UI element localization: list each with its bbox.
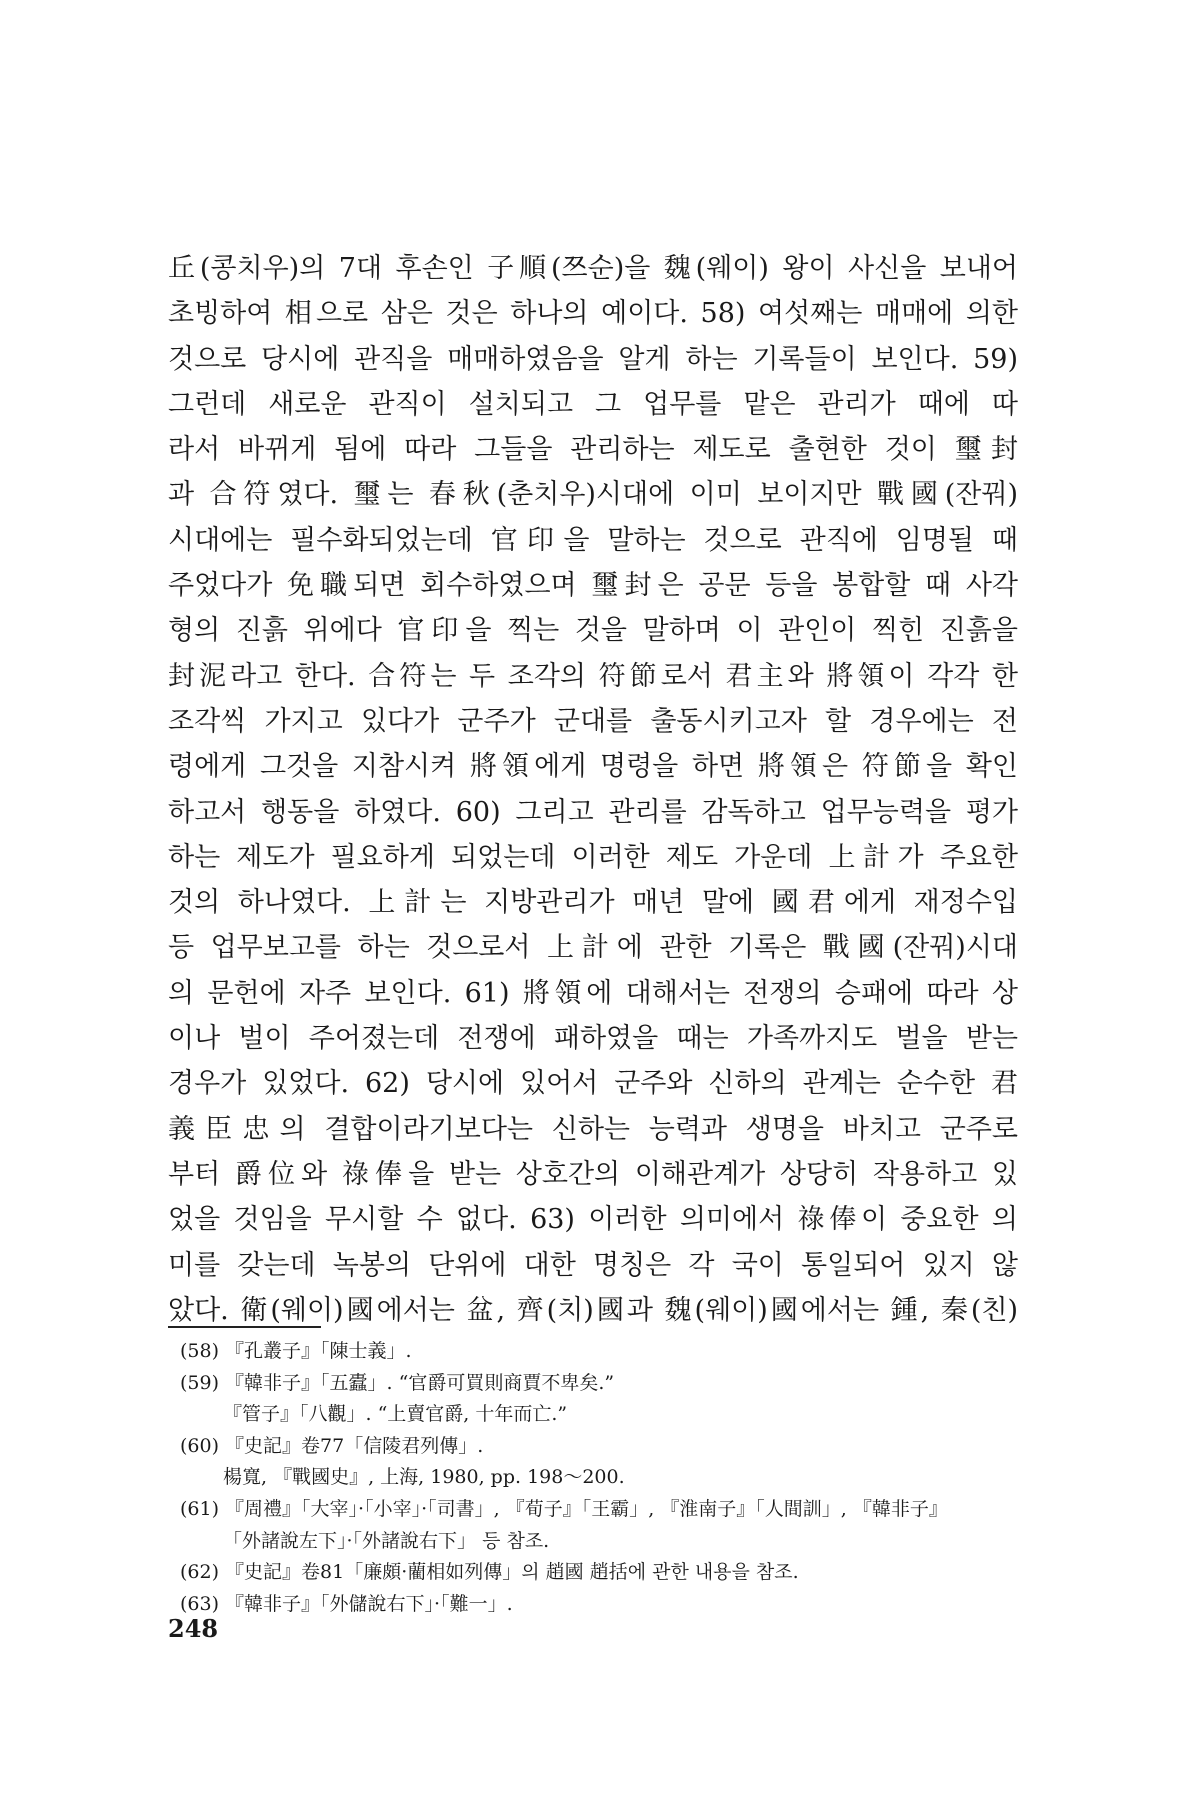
body-line: 의 문헌에 자주 보인다. 61) 將領에 대해서는 전쟁의 승패에 따라 상 — [168, 977, 1018, 1009]
footnote-59: (59) 『韓非子』「五蠹」. “官爵可買則商賈不卑矣.” — [180, 1371, 615, 1394]
body-line: 라서 바뀌게 됨에 따라 그들을 관리하는 제도로 출현한 것이 璽封 — [168, 434, 1018, 466]
body-line: 형의 진흙 위에다 官印을 찍는 것을 말하며 이 관인이 찍힌 진흙을 — [168, 615, 1018, 647]
footnote-58: (58) 『孔叢子』「陳士義」. — [180, 1340, 412, 1362]
footnote-60: (60) 『史記』卷77「信陵君列傳」. — [180, 1434, 484, 1457]
footnote-61: (61) 『周禮』「大宰」·「小宰」·「司書」, 『荀子』「王霸」, 『淮南子』「人間訓」, 『韓非子』 — [180, 1497, 948, 1520]
body-line: 조각씩 가지고 있다가 군주가 군대를 출동시키고자 할 경우에는 전 — [168, 705, 1018, 737]
page-number: 248 — [168, 1614, 219, 1643]
body-line: 封泥라고 한다. 合符는 두 조각의 符節로서 君主와 將領이 각각 한 — [168, 660, 1018, 692]
body-line: 었을 것임을 무시할 수 없다. 63) 이러한 의미에서 祿俸이 중요한 의 — [168, 1204, 1018, 1236]
footnote-59-continued: 『管子』「八觀」. “上賣官爵, 十年而亡.” — [223, 1403, 568, 1426]
body-line: 것의 하나였다. 上計는 지방관리가 매년 말에 國君에게 재정수입 — [168, 887, 1018, 919]
footnote-63: (63) 『韓非子』「外儲說右下」·「難一」. — [180, 1592, 513, 1615]
body-line: 그런데 새로운 관직이 설치되고 그 업무를 맡은 관리가 때에 따 — [168, 388, 1018, 420]
body-line: 주었다가 免職되면 회수하였으며 璽封은 공문 등을 봉합할 때 사각 — [168, 570, 1018, 602]
body-line: 이나 벌이 주어졌는데 전쟁에 패하였을 때는 가족까지도 벌을 받는 — [168, 1023, 1018, 1055]
body-line: 시대에는 필수화되었는데 官印을 말하는 것으로 관직에 임명될 때 — [168, 524, 1018, 556]
body-line: 하는 제도가 필요하게 되었는데 이러한 제도 가운데 上計가 주요한 — [168, 841, 1018, 873]
body-line: 경우가 있었다. 62) 당시에 있어서 군주와 신하의 관계는 순수한 君 — [168, 1068, 1018, 1100]
footnote-60-continued: 楊寬, 『戰國史』, 上海, 1980, pp. 198～200. — [223, 1466, 625, 1489]
body-line: 과 合符였다. 璽는 春秋(춘치우)시대에 이미 보이지만 戰國(잔꿔) — [168, 479, 1018, 511]
footnotes — [180, 1336, 1020, 1620]
body-line: 등 업무보고를 하는 것으로서 上計에 관한 기록은 戰國(잔꿔)시대 — [168, 932, 1018, 964]
body-line: 초빙하여 相으로 삼은 것은 하나의 예이다. 58) 여섯째는 매매에 의한 — [168, 298, 1018, 330]
footnote-divider — [168, 1326, 321, 1328]
body-line: 것으로 당시에 관직을 매매하였음을 알게 하는 기록들이 보인다. 59) — [168, 343, 1018, 375]
body-line: 하고서 행동을 하였다. 60) 그리고 관리를 감독하고 업무능력을 평가 — [168, 796, 1018, 828]
body-line: 았다. 衛(웨이)國에서는 盆, 齊(치)國과 魏(웨이)國에서는 鍾, 秦(친) — [168, 1294, 1018, 1326]
body-text — [168, 246, 1018, 1333]
body-line: 부터 爵位와 祿俸을 받는 상호간의 이해관계가 상당히 작용하고 있 — [168, 1158, 1018, 1190]
body-line: 丘(콩치우)의 7대 후손인 子順(쯔순)을 魏(웨이) 왕이 사신을 보내어 — [168, 253, 1018, 284]
body-line: 령에게 그것을 지참시켜 將領에게 명령을 하면 將領은 符節을 확인 — [168, 751, 1018, 783]
body-line: 義臣忠의 결합이라기보다는 신하는 능력과 생명을 바치고 군주로 — [168, 1113, 1018, 1145]
body-line: 미를 갖는데 녹봉의 단위에 대한 명칭은 각 국이 통일되어 있지 않 — [168, 1249, 1018, 1281]
footnote-62: (62) 『史記』卷81「廉頗·藺相如列傳」의 趙國 趙括에 관한 내용을 참조. — [180, 1561, 799, 1584]
footnote-61-continued: 「外諸說左下」·「外諸說右下」 등 참조. — [223, 1529, 550, 1552]
